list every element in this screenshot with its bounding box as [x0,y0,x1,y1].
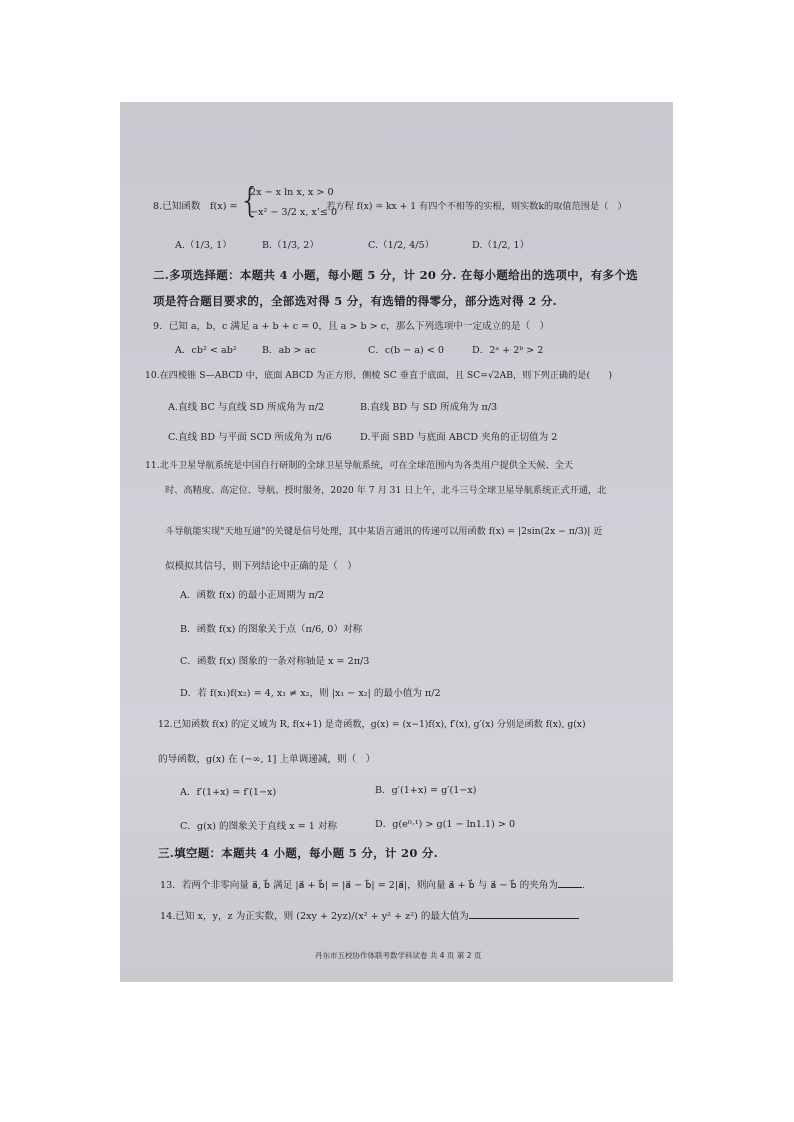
q8-option-d: D.（1/2, 1） [472,240,530,251]
q11-option-b: B．函数 f(x) 的图象关于点（π/6, 0）对称 [180,624,363,635]
q12-option-d: D．g(e⁰·¹) > g(1 − ln1.1) > 0 [375,819,516,830]
q8-piece-2: −x² − 3/2 x, x ≤ 0 [250,207,338,218]
q9-option-b: B．ab > ac [262,345,316,356]
q8-func-lhs: f(x) = [210,201,238,212]
q12-option-c: C．g(x) 的图象关于直线 x = 1 对称 [180,821,338,832]
q13-stem-text: 13．若两个非零向量 a⃗, b⃗ 满足 |a⃗ + b⃗| = |a⃗ − b⃗| = 2|a⃗|，则向量 a⃗ + b⃗ 与 a⃗ − b⃗ 的夹角为 [160,880,558,891]
q12-option-a: A．f′(1+x) = f′(1−x) [180,787,277,798]
section3-heading: 三.填空题：本题共 4 小题，每小题 5 分，计 20 分. [158,846,439,860]
exam-sheet [120,102,673,982]
q8-piecewise-brace: { [239,181,261,221]
q8-option-c: C.（1/2, 4/5） [368,240,435,251]
q13-stem-end: . [581,880,586,891]
q12-line-2: 的导函数，g(x) 在 (−∞, 1] 上单调递减，则（ ） [158,754,376,765]
q10-option-b: B.直线 BD 与 SD 所成角为 π/3 [360,402,498,413]
q12-line-1: 12.已知函数 f(x) 的定义域为 R, f(x+1) 是奇函数，g(x) = (x−1)f(x), f′(x), g′(x) 分别是函数 f(x), g(x) [158,719,586,730]
q11-line-2: 时、高精度、高定位、导航、授时服务，2020 年 7 月 31 日上午，北斗三号全球卫星导航系统正式开通，北 [165,485,607,496]
q11-option-d: D．若 f(x₁)f(x₂) = 4, x₁ ≠ x₂，则 |x₁ − x₂| 的最小值为 π/2 [180,688,441,699]
q11-line-4: 似模拟其信号，则下列结论中正确的是（ ） [165,561,357,572]
q14-stem [160,909,579,923]
section2-heading-line1: 二.多项选择题：本题共 4 小题，每小题 5 分，计 20 分. 在每小题给出的选项中，有多个选 [153,268,638,282]
q10-option-d: D.平面 SBD 与底面 ABCD 夹角的正切值为 2 [360,432,558,443]
q14-answer-blank[interactable] [469,909,579,919]
q9-stem: 9．已知 a，b，c 满足 a + b + c = 0，且 a > b > c，那么下列选项中一定成立的是（ ） [153,321,550,332]
q9-option-c: C．c(b − a) < 0 [368,345,445,356]
q11-line-1: 11.北斗卫星导航系统是中国自行研制的全球卫星导航系统，可在全球范围内为各类用户提供全天候、全天 [145,460,574,471]
q9-option-d: D．2ᵃ + 2ᵇ > 2 [472,345,544,356]
q11-line-3: 斗导航能实现"天地互通"的关键是信号处理，其中某语言通讯的传递可以用函数 f(x) = |2sin(2x − π/3)| 近 [165,526,603,537]
q8-option-b: B.（1/3, 2） [262,240,319,251]
q13-answer-blank[interactable] [558,878,582,888]
q8-stem-prefix: 8.已知函数 [153,201,201,212]
q8-stem-suffix: ，若方程 f(x) = kx + 1 有四个不相等的实根，则实数k的取值范围是（ ） [317,201,627,212]
q12-option-b: B．g′(1+x) = g′(1−x) [375,785,477,796]
q13-stem [160,878,585,892]
q11-option-a: A．函数 f(x) 的最小正周期为 π/2 [180,590,325,601]
q10-option-a: A.直线 BC 与直线 SD 所成角为 π/2 [168,402,325,413]
q14-stem-text: 14.已知 x，y，z 为正实数，则 (2xy + 2yz)/(x² + y² + z²) 的最大值为 [160,911,469,922]
q10-option-c: C.直线 BD 与平面 SCD 所成角为 π/6 [168,432,332,443]
section2-heading-line2: 项是符合题目要求的，全部选对得 5 分，有选错的得零分，部分选对得 2 分. [153,294,557,308]
q11-option-c: C．函数 f(x) 图象的一条对称轴是 x = 2π/3 [180,656,370,667]
q9-option-a: A．cb² < ab² [175,345,237,356]
q8-piece-1: 2x − x ln x, x > 0 [250,187,334,198]
q8-option-a: A.（1/3, 1） [175,240,232,251]
page-footer: 丹东市五校协作体联考数学科试卷 共 4 页 第 2 页 [315,951,482,960]
q10-stem: 10.在四棱锥 S—ABCD 中，底面 ABCD 为正方形，侧棱 SC 垂直于底面，且 SC=√2AB，则下列正确的是( ) [145,370,613,381]
